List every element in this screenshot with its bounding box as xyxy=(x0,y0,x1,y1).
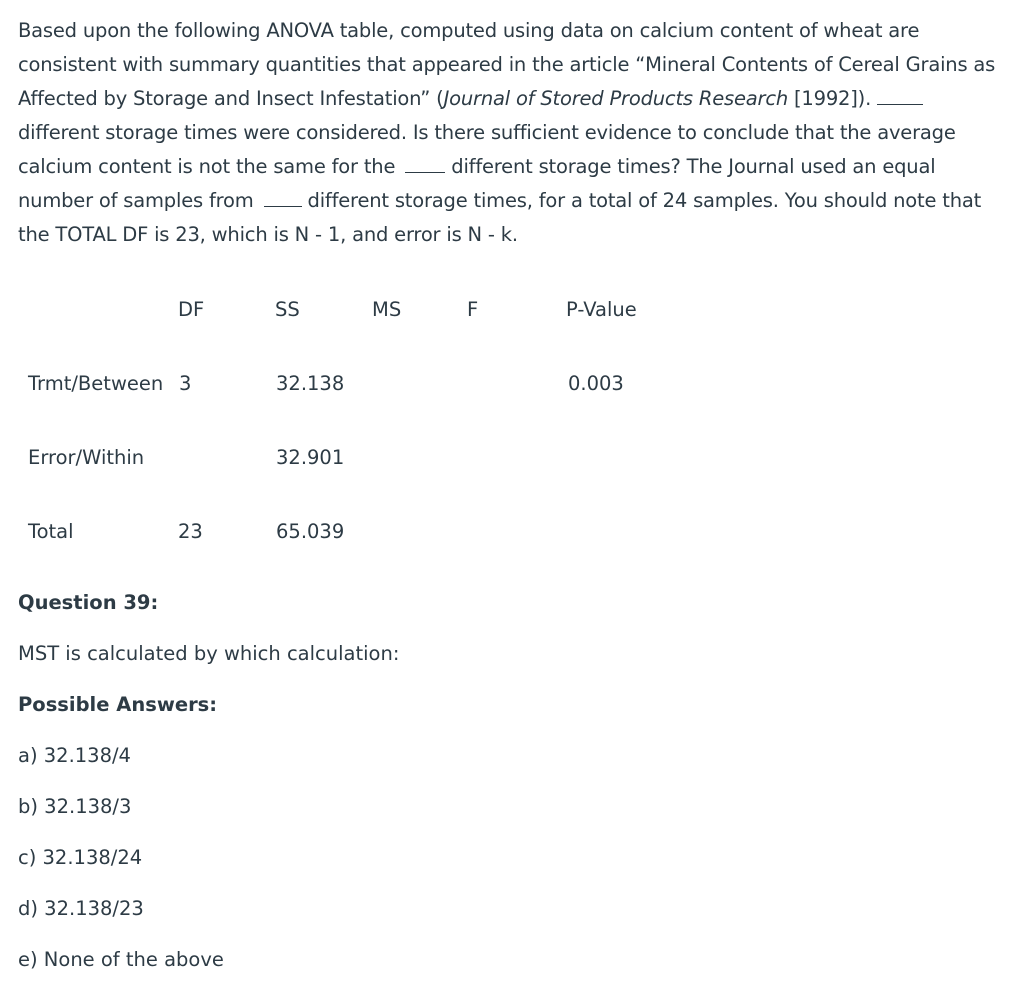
intro-text-5: different storage times, for a total of 24 samples. You should note that the TOTAL DF is 23, which is N - 1, and error is N - k. xyxy=(18,189,982,246)
intro-text-1: Based upon the following ANOVA table, computed using data on calcium content of wheat are consistent with summary quantities that appeared in the article “Mineral Contents of Cereal Grains as Affected by Storage and Insect Infestation” ( xyxy=(18,19,996,110)
answer-a[interactable]: a) 32.138/4 xyxy=(18,744,131,767)
intro-text-3: different storage times were considered. Is there sufficient evidence to conclude that the average calcium content is not the same for the xyxy=(18,121,956,178)
intro-paragraph xyxy=(18,14,1008,252)
answer-b[interactable]: b) 32.138/3 xyxy=(18,795,132,818)
row-between-label: Trmt/Between xyxy=(28,372,164,395)
row-between-ss: 32.138 xyxy=(276,372,345,395)
header-p-value: P-Value xyxy=(566,298,637,321)
row-total-ss: 65.039 xyxy=(276,520,345,543)
row-between-p: 0.003 xyxy=(568,372,624,395)
row-within-label: Error/Within xyxy=(28,446,145,469)
header-ms: MS xyxy=(372,298,402,321)
blank-2 xyxy=(405,154,445,173)
header-ss: SS xyxy=(275,298,300,321)
answer-e[interactable]: e) None of the above xyxy=(18,948,224,971)
row-total-label: Total xyxy=(28,520,74,543)
question-title: Question 39: xyxy=(18,591,159,614)
answer-c[interactable]: c) 32.138/24 xyxy=(18,846,143,869)
intro-text-4: different storage times? The Journal used an equal number of samples from xyxy=(18,155,936,212)
header-f: F xyxy=(467,298,479,321)
journal-title: Journal of Stored Products Research xyxy=(443,87,789,110)
row-total-df: 23 xyxy=(178,520,203,543)
intro-text-2: [1992]). xyxy=(788,87,878,110)
row-within-ss: 32.901 xyxy=(276,446,345,469)
question-prompt: MST is calculated by which calculation: xyxy=(18,642,400,665)
possible-answers-label: Possible Answers: xyxy=(18,693,218,716)
header-df: DF xyxy=(178,298,205,321)
row-between-df: 3 xyxy=(179,372,192,395)
blank-1 xyxy=(877,86,923,105)
answer-d[interactable]: d) 32.138/23 xyxy=(18,897,144,920)
blank-3 xyxy=(264,188,302,207)
